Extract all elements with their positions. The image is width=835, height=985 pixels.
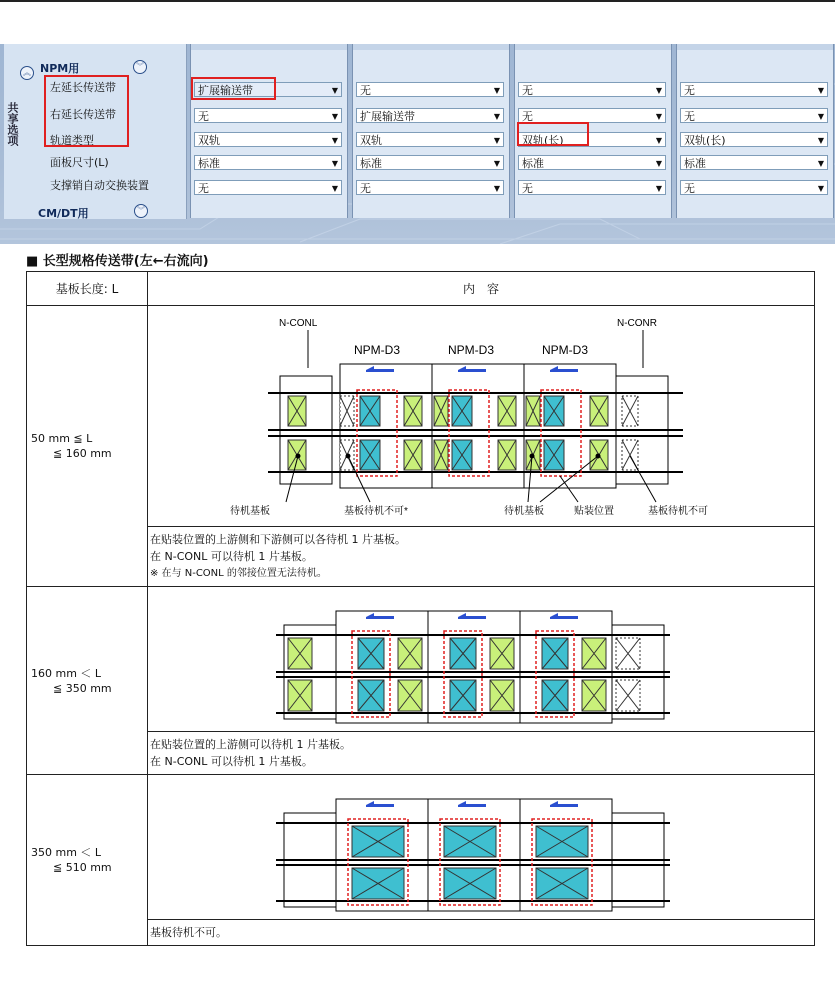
row-label-pin-exchange: 支撑销自动交换装置 (50, 179, 149, 192)
mount-position-label: 贴装位置 (574, 506, 614, 517)
table-header-row (27, 272, 815, 306)
select-pin-exchange-1[interactable]: 无 ▼ (194, 180, 342, 195)
table-row (27, 775, 815, 920)
table-row (27, 587, 815, 732)
header-board-length: 基板长度: L (27, 272, 148, 306)
conveyor-diagram-medium (148, 587, 814, 727)
note-cell (148, 920, 815, 946)
row-label-right-conveyor: 右延长传送带 (50, 108, 116, 121)
standby-board-label: 待机基板 (230, 506, 270, 517)
note-line: 在 N-CONL 可以待机 1 片基板。 (150, 755, 313, 768)
expand-icon[interactable]: ︾ (134, 204, 148, 218)
select-panel-size-2[interactable]: 标准 ▼ (356, 155, 504, 170)
expand-icon[interactable]: ︾ (133, 60, 147, 74)
standby-board-label-2: 待机基板 (504, 506, 544, 517)
diagram-cell (148, 587, 815, 732)
header-content: 内 容 (148, 272, 815, 306)
shared-options-tab[interactable]: 共享选项 (6, 102, 19, 146)
row-label-rail-type: 轨道类型 (50, 134, 94, 147)
npm-label: NPM-D3 (542, 343, 589, 357)
group-header-cmdt: CM/DT用 (38, 207, 89, 220)
select-panel-size-1[interactable]: 标准 ▼ (194, 155, 342, 170)
select-left-conveyor-4[interactable]: 无 ▼ (680, 82, 828, 97)
length-min: 50 mm ≦ L (31, 432, 93, 445)
note-cell (148, 732, 815, 775)
nconr-label: N-CONR (617, 318, 657, 329)
length-max: ≦ 350 mm (53, 681, 112, 695)
highlight-row-labels (44, 75, 129, 147)
top-rule (0, 0, 835, 2)
select-pin-exchange-3[interactable]: 无 ▼ (518, 180, 666, 195)
row-label-left-conveyor: 左延长传送带 (50, 81, 116, 94)
select-right-conveyor-1[interactable]: 无 ▼ (194, 108, 342, 123)
board-length-table (26, 271, 815, 946)
no-standby-label: 基板待机不可 (648, 506, 708, 517)
select-left-conveyor-1[interactable]: 扩展输送带 ▼ (194, 82, 342, 97)
select-pin-exchange-4[interactable]: 无 ▼ (680, 180, 828, 195)
note-line: 基板待机不可。 (150, 926, 227, 939)
note-line: 在贴装位置的上游侧和下游侧可以各待机 1 片基板。 (150, 533, 406, 546)
diagram-cell (148, 775, 815, 920)
select-right-conveyor-4[interactable]: 无 ▼ (680, 108, 828, 123)
section-title: ■ 长型规格传送带(左←右流向) (26, 254, 209, 269)
select-panel-size-4[interactable]: 标准 ▼ (680, 155, 828, 170)
select-rail-type-1[interactable]: 双轨 ▼ (194, 132, 342, 147)
length-range-cell (27, 306, 148, 587)
settings-panel (0, 44, 835, 244)
diagram-cell (148, 306, 815, 527)
select-right-conveyor-2[interactable]: 扩展输送带 ▼ (356, 108, 504, 123)
table-row (27, 306, 815, 527)
select-pin-exchange-2[interactable]: 无 ▼ (356, 180, 504, 195)
note-line: 在 N-CONL 可以待机 1 片基板。 (150, 550, 313, 563)
select-left-conveyor-3[interactable]: 无 ▼ (518, 82, 666, 97)
row-label-panel-size: 面板尺寸(L) (50, 156, 109, 169)
length-min: 350 mm ＜ L (31, 846, 102, 859)
note-line: 在贴装位置的上游侧可以待机 1 片基板。 (150, 738, 351, 751)
highlight-dual-rail-long (517, 122, 589, 146)
length-range-cell (27, 587, 148, 775)
note-line: ※ 在与 N-CONL 的邻接位置无法待机。 (150, 568, 327, 579)
select-left-conveyor-2[interactable]: 无 ▼ (356, 82, 504, 97)
nconl-label: N-CONL (279, 318, 318, 329)
no-standby-star-label: 基板待机不可* (344, 506, 408, 517)
length-min: 160 mm ＜ L (31, 666, 102, 680)
length-max: ≦ 510 mm (53, 861, 112, 874)
select-rail-type-2[interactable]: 双轨 ▼ (356, 132, 504, 147)
conveyor-diagram-short (148, 306, 814, 522)
conveyor-diagram-long (148, 775, 814, 915)
select-panel-size-3[interactable]: 标准 ▼ (518, 155, 666, 170)
note-cell (148, 527, 815, 587)
group-header-npm: NPM用 (40, 62, 80, 75)
collapse-icon[interactable]: ︽ (20, 66, 34, 80)
npm-label: NPM-D3 (354, 343, 401, 357)
select-rail-type-3[interactable]: 双轨(长) ▼ (518, 132, 666, 147)
length-range-cell (27, 775, 148, 946)
select-rail-type-4[interactable]: 双轨(长) ▼ (680, 132, 828, 147)
highlight-extension-conveyor (191, 77, 276, 100)
select-right-conveyor-3[interactable]: 无 ▼ (518, 108, 666, 123)
npm-label: NPM-D3 (448, 343, 495, 357)
length-max: ≦ 160 mm (53, 447, 112, 460)
